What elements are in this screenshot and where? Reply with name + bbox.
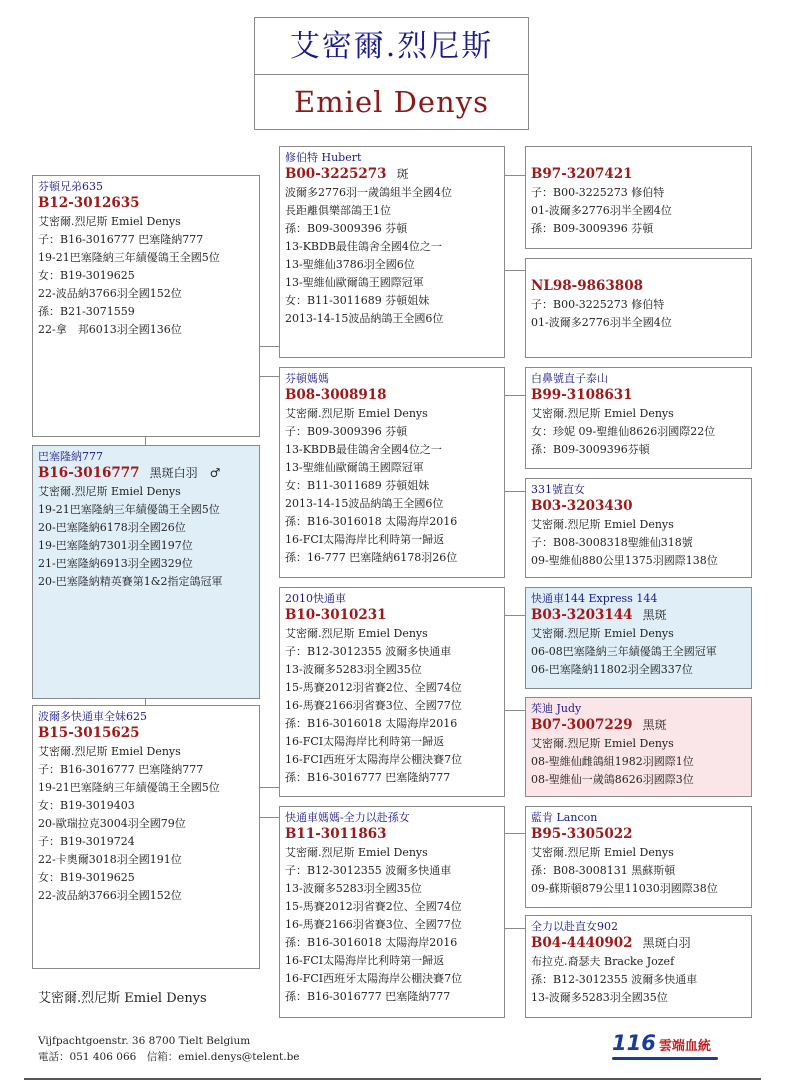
ring-number-text: B16-3016777: [38, 465, 140, 481]
connector-line: [145, 437, 146, 445]
pedigree-box-ggp-1: [525, 146, 752, 249]
pedigree-line: 長距離俱樂部鴿王1位: [285, 204, 391, 217]
ring-number-text: B08-3008918: [285, 387, 387, 403]
pedigree-line: 孫：B09-3009396 芬頓: [531, 222, 654, 235]
pedigree-box-parent-dam: [32, 705, 260, 969]
bottom-divider: [24, 1078, 761, 1080]
pigeon-name: 白鼻號直子泰山: [531, 372, 608, 385]
ring-number: [531, 277, 746, 296]
plumage-color: 斑: [396, 167, 409, 181]
pedigree-box-ggp-6: [525, 697, 752, 797]
connector-line: [260, 346, 279, 347]
pedigree-line: 子：B09-3009396 芬頓: [285, 425, 408, 438]
ring-number: [285, 606, 499, 625]
ring-number: [531, 606, 746, 625]
pedigree-line: 孫：16-777 巴塞隆納6178羽26位: [285, 551, 458, 564]
pigeon-name: 巴塞隆納777: [38, 450, 103, 463]
ring-number-text: B12-3012635: [38, 195, 140, 211]
pedigree-line: 艾密爾.烈尼斯 Emiel Denys: [531, 846, 674, 859]
pedigree-line: 22-拿 邦6013羽全國136位: [38, 323, 182, 336]
logo-text: 雲端血統: [658, 1039, 711, 1054]
connector-line: [505, 491, 525, 492]
pedigree-line: 子：B12-3012355 波爾多快通車: [285, 864, 452, 877]
pedigree-line: 20-歐瑞拉克3004羽全國79位: [38, 817, 186, 830]
pedigree-line: 08-聖維仙雌鴿組1982羽國際1位: [531, 755, 694, 768]
ring-number-text: B97-3207421: [531, 166, 633, 182]
pedigree-line: 16-FCI西班牙太陽海岸公棚決賽7位: [285, 972, 463, 985]
pedigree-line: 22-卡奧爾3018羽全國191位: [38, 853, 182, 866]
pedigree-line: 08-聖維仙一歲鴿8626羽國際3位: [531, 773, 694, 786]
ring-number-text: NL98-9863808: [531, 278, 643, 294]
connector-line: [260, 817, 279, 818]
pedigree-line: 孫：B16-3016018 太陽海岸2016: [285, 936, 458, 949]
ring-number: [531, 165, 746, 184]
pedigree-line: 艾密爾.烈尼斯 Emiel Denys: [38, 485, 181, 498]
pigeon-name: 波爾多快通車全妹625: [38, 710, 147, 723]
ring-number-text: B04-4440902: [531, 935, 633, 951]
pedigree-line: 22-波品納3766羽全國152位: [38, 889, 182, 902]
pedigree-line: 波爾多2776羽一歲鴿組半全國4位: [285, 186, 452, 199]
pedigree-line: 13-聖維仙歐爾鴿王國際冠軍: [285, 461, 424, 474]
pigeon-name: [531, 150, 746, 165]
pedigree-line: 19-巴塞隆納7301羽全國197位: [38, 539, 193, 552]
connector-line: [260, 376, 279, 377]
pedigree-line: 16-FCI西班牙太陽海岸公棚決賽7位: [285, 753, 463, 766]
pedigree-line: 19-21巴塞隆納三年績優鴿王全國5位: [38, 503, 220, 516]
ring-number: [38, 464, 254, 483]
pigeon-name: [531, 262, 746, 277]
pedigree-box-subject: [32, 445, 260, 699]
pedigree-box-parent-sire: [32, 175, 260, 437]
pedigree-line: 09-蘇斯頓879公里11030羽國際38位: [531, 882, 718, 895]
pedigree-line: 15-馬賽2012羽省賽2位、全國74位: [285, 900, 462, 913]
pedigree-line: 子：B12-3012355 波爾多快通車: [285, 645, 452, 658]
pedigree-line: 布拉克.裔瑟夫 Bracke Jozef: [531, 955, 675, 968]
pedigree-box-gp-ds: [279, 587, 505, 797]
pedigree-line: 孫：B12-3012355 波爾多快通車: [531, 973, 698, 986]
ring-number: [285, 825, 499, 844]
ring-number-text: B11-3011863: [285, 826, 387, 842]
ring-number: [285, 386, 499, 405]
plumage-color: 黑斑: [642, 718, 667, 732]
pedigree-line: 艾密爾.烈尼斯 Emiel Denys: [531, 737, 674, 750]
pedigree-line: 13-聖維仙3786羽全國6位: [285, 258, 415, 271]
pedigree-line: 艾密爾.烈尼斯 Emiel Denys: [285, 627, 428, 640]
pedigree-line: 艾密爾.烈尼斯 Emiel Denys: [38, 745, 181, 758]
connector-line: [505, 833, 525, 834]
pedigree-line: 艾密爾.烈尼斯 Emiel Denys: [531, 407, 674, 420]
connector-line: [505, 175, 525, 176]
ring-number-text: B03-3203144: [531, 607, 633, 623]
ring-number-text: B15-3015625: [38, 725, 140, 741]
pedigree-box-ggp-2: [525, 258, 752, 358]
pigeon-name: 快通車媽媽-全力以赴孫女: [285, 811, 410, 824]
pedigree-line: 22-波品納3766羽全國152位: [38, 287, 182, 300]
pedigree-box-ggp-4: [525, 478, 752, 578]
pedigree-line: 子：B19-3019724: [38, 835, 135, 848]
pedigree-line: 女：B19-3019625: [38, 871, 135, 884]
pedigree-box-gp-ss: [279, 146, 505, 358]
ring-number: [531, 934, 746, 953]
pedigree-line: 20-巴塞隆納精英賽第1&2指定鴿冠軍: [38, 575, 223, 588]
pedigree-line: 06-08巴塞隆納三年績優鴿王全國冠軍: [531, 645, 717, 658]
connector-line: [260, 787, 279, 788]
pedigree-line: 女：珍妮 09-聖維仙8626羽國際22位: [531, 425, 716, 438]
pedigree-line: 孫：B16-3016777 巴塞隆納777: [285, 771, 451, 784]
contact-info: [38, 1033, 300, 1065]
pigeon-name: 2010快通車: [285, 592, 346, 605]
ring-number: [531, 716, 746, 735]
plumage-color: 黑斑白羽 ♂: [149, 466, 221, 480]
pedigree-line: 13-波爾多5283羽全國35位: [531, 991, 668, 1004]
pedigree-line: 09-聖維仙880公里1375羽國際138位: [531, 554, 718, 567]
pedigree-line: 艾密爾.烈尼斯 Emiel Denys: [38, 215, 181, 228]
plumage-color: 黑斑: [642, 608, 667, 622]
pedigree-line: 16-FCI太陽海岸比利時第一歸返: [285, 735, 445, 748]
ring-number: [38, 724, 254, 743]
pedigree-line: 16-馬賽2166羽省賽3位、全國77位: [285, 918, 462, 931]
phone-email-text: 電話：051 406 066 信箱：emiel.denys@telent.be: [38, 1051, 300, 1063]
ring-number-text: B00-3225273: [285, 166, 387, 182]
ring-number-text: B99-3108631: [531, 387, 633, 403]
pedigree-line: 13-聖維仙歐爾鴿王國際冠軍: [285, 276, 424, 289]
pedigree-header: [254, 17, 529, 130]
pedigree-line: 2013-14-15波品納鴿王全國6位: [285, 312, 444, 325]
footer-breeder-name: 艾密爾.烈尼斯 Emiel Denys: [38, 991, 207, 1006]
pedigree-line: 子：B00-3225273 修伯特: [531, 186, 665, 199]
pedigree-line: 19-21巴塞隆納三年績優鴿王全國5位: [38, 251, 220, 264]
pedigree-line: 21-巴塞隆納6913羽全國329位: [38, 557, 193, 570]
pedigree-line: 艾密爾.烈尼斯 Emiel Denys: [531, 627, 674, 640]
pedigree-line: 孫：B21-3071559: [38, 305, 135, 318]
pedigree-box-ggp-7: [525, 806, 752, 908]
pedigree-line: 女：B11-3011689 芬頓姐妹: [285, 479, 430, 492]
pigeon-name: 全力以赴直女902: [531, 920, 618, 933]
ring-number-text: B10-3010231: [285, 607, 387, 623]
ring-number-text: B07-3007229: [531, 717, 633, 733]
plumage-color: 黑斑白羽: [642, 936, 691, 950]
pedigree-line: 艾密爾.烈尼斯 Emiel Denys: [285, 407, 428, 420]
pigeon-name: 331號直女: [531, 483, 585, 496]
pedigree-line: 13-波爾多5283羽全國35位: [285, 663, 422, 676]
ring-number-text: B03-3203430: [531, 498, 633, 514]
ring-number: [531, 825, 746, 844]
pedigree-line: 16-FCI太陽海岸比利時第一歸返: [285, 954, 445, 967]
ring-number: [531, 497, 746, 516]
pedigree-line: 孫：B08-3008131 黑蘇斯頓: [531, 864, 676, 877]
connector-line: [505, 395, 525, 396]
ring-number: [38, 194, 254, 213]
pedigree-line: 孫：B16-3016777 巴塞隆納777: [285, 990, 451, 1003]
pedigree-line: 13-波爾多5283羽全國35位: [285, 882, 422, 895]
connector-line: [505, 710, 525, 711]
pigeon-name: 芬頓媽媽: [285, 372, 329, 385]
pigeon-name: 芬頓兄弟635: [38, 180, 103, 193]
pigeon-name: 藍肯 Lancon: [531, 811, 598, 824]
pedigree-line: 06-巴塞隆納11802羽全國337位: [531, 663, 693, 676]
pedigree-line: 艾密爾.烈尼斯 Emiel Denys: [285, 846, 428, 859]
pedigree-line: 01-波爾多2776羽半全國4位: [531, 204, 672, 217]
ring-number-text: B95-3305022: [531, 826, 633, 842]
pedigree-box-ggp-8: [525, 915, 752, 1018]
pedigree-line: 孫：B16-3016018 太陽海岸2016: [285, 515, 458, 528]
pedigree-box-gp-sd: [279, 367, 505, 578]
logo-number: 116: [612, 1031, 656, 1055]
address-text: Vijfpachtgoenstr. 36 8700 Tielt Belgium: [38, 1035, 251, 1047]
connector-line: [505, 615, 525, 616]
pigeon-name: 快通車144 Express 144: [531, 592, 658, 605]
pedigree-line: 孫：B16-3016018 太陽海岸2016: [285, 717, 458, 730]
pedigree-box-ggp-5: [525, 587, 752, 689]
breeder-name-chinese: 艾密爾.烈尼斯: [255, 18, 528, 75]
pedigree-line: 女：B11-3011689 芬頓姐妹: [285, 294, 430, 307]
pigeon-name: 茱迪 Judy: [531, 702, 582, 715]
pedigree-line: 子：B16-3016777 巴塞隆納777: [38, 233, 204, 246]
connector-line: [505, 928, 525, 929]
pedigree-line: 16-FCI太陽海岸比利時第一歸返: [285, 533, 445, 546]
pedigree-line: 子：B00-3225273 修伯特: [531, 298, 665, 311]
pedigree-line: 孫：B09-3009396 芬頓: [285, 222, 408, 235]
pedigree-line: 16-馬賽2166羽省賽3位、全國77位: [285, 699, 462, 712]
breeder-name-english: Emiel Denys: [294, 85, 489, 119]
pedigree-line: 女：B19-3019625: [38, 269, 135, 282]
pigeon-name: 修伯特 Hubert: [285, 151, 362, 164]
logo-swoosh-icon: [612, 1057, 718, 1060]
connector-line: [145, 699, 146, 705]
ring-number: [531, 386, 746, 405]
pedigree-box-gp-dd: [279, 806, 505, 1018]
ring-number: [285, 165, 499, 184]
connector-line: [505, 270, 525, 271]
pedigree-line: 20-巴塞隆納6178羽全國26位: [38, 521, 186, 534]
pedigree-line: 女：B19-3019403: [38, 799, 135, 812]
pedigree-line: 01-波爾多2776羽半全國4位: [531, 316, 672, 329]
pedigree-box-ggp-3: [525, 367, 752, 469]
pedigree-line: 子：B08-3008318聖維仙318號: [531, 536, 693, 549]
pedigree-line: 13-KBDB最佳鴿舍全國4位之一: [285, 443, 442, 456]
pedigree-line: 19-21巴塞隆納三年績優鴿王全國5位: [38, 781, 220, 794]
pedigree-line: 2013-14-15波品納鴿王全國6位: [285, 497, 444, 510]
pedigree-line: 艾密爾.烈尼斯 Emiel Denys: [531, 518, 674, 531]
pedigree-line: 子：B16-3016777 巴塞隆納777: [38, 763, 204, 776]
pedigree-line: 13-KBDB最佳鴿舍全國4位之一: [285, 240, 442, 253]
pedigree-line: 15-馬賽2012羽省賽2位、全國74位: [285, 681, 462, 694]
pedigree-line: 孫：B09-3009396芬頓: [531, 443, 650, 456]
site-logo: [612, 1031, 711, 1055]
